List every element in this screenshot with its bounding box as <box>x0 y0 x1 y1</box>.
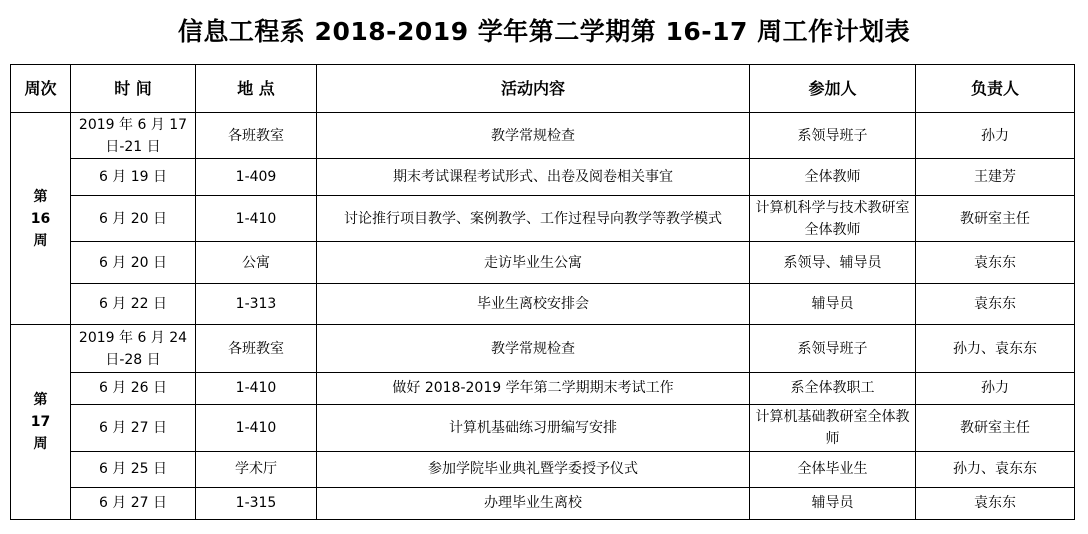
cell-participants: 全体教师 <box>750 159 916 196</box>
table-row <box>11 284 1075 325</box>
cell-owner: 教研室主任 <box>916 196 1075 242</box>
header-participants: 参加人 <box>750 65 916 113</box>
cell-time: 6 月 19 日 <box>71 159 196 196</box>
cell-content: 计算机基础练习册编写安排 <box>317 404 750 451</box>
cell-place: 学术厅 <box>196 451 317 487</box>
cell-time: 6 月 20 日 <box>71 242 196 284</box>
week-16-label <box>11 113 71 325</box>
table-row <box>11 325 1075 372</box>
cell-participants: 系全体教职工 <box>750 372 916 404</box>
cell-owner: 孙力 <box>916 372 1075 404</box>
cell-place: 1-409 <box>196 159 317 196</box>
cell-owner: 袁东东 <box>916 284 1075 325</box>
header-week <box>11 65 71 113</box>
cell-owner: 教研室主任 <box>916 404 1075 451</box>
cell-participants: 系领导、辅导员 <box>750 242 916 284</box>
cell-participants: 计算机科学与技术教研室全体教师 <box>750 196 916 242</box>
cell-content: 走访毕业生公寓 <box>317 242 750 284</box>
table-row <box>11 451 1075 487</box>
cell-content: 教学常规检查 <box>317 113 750 159</box>
cell-place: 1-410 <box>196 372 317 404</box>
page-title: 信息工程系 2018-2019 学年第二学期第 16-17 周工作计划表 <box>177 17 911 46</box>
cell-place: 1-313 <box>196 284 317 325</box>
cell-content: 做好 2018-2019 学年第二学期期末考试工作 <box>317 372 750 404</box>
header-row <box>11 65 1075 113</box>
cell-content: 毕业生离校安排会 <box>317 284 750 325</box>
table-row <box>11 372 1075 404</box>
cell-participants: 辅导员 <box>750 487 916 519</box>
cell-participants: 计算机基础教研室全体教师 <box>750 404 916 451</box>
cell-place: 1-410 <box>196 196 317 242</box>
cell-time: 6 月 26 日 <box>71 372 196 404</box>
cell-time: 6 月 25 日 <box>71 451 196 487</box>
week-label-suffix: 周 <box>33 232 48 249</box>
cell-time: 2019 年 6 月 24 日-28 日 <box>71 325 196 372</box>
header-place: 地 点 <box>196 65 317 113</box>
cell-participants: 系领导班子 <box>750 113 916 159</box>
cell-owner: 孙力、袁东东 <box>916 325 1075 372</box>
cell-place: 公寓 <box>196 242 317 284</box>
cell-participants: 全体毕业生 <box>750 451 916 487</box>
week-label-number: 17 <box>30 414 51 431</box>
cell-time: 6 月 20 日 <box>71 196 196 242</box>
cell-place: 1-315 <box>196 487 317 519</box>
cell-time: 2019 年 6 月 17 日-21 日 <box>71 113 196 159</box>
cell-owner: 袁东东 <box>916 242 1075 284</box>
table-row <box>11 196 1075 242</box>
cell-time: 6 月 27 日 <box>71 404 196 451</box>
cell-participants: 辅导员 <box>750 284 916 325</box>
cell-owner: 王建芳 <box>916 159 1075 196</box>
cell-owner: 孙力 <box>916 113 1075 159</box>
work-plan-table <box>10 64 1075 520</box>
cell-content: 办理毕业生离校 <box>317 487 750 519</box>
cell-content: 讨论推行项目教学、案例教学、工作过程导向教学等教学模式 <box>317 196 750 242</box>
week-label-prefix: 第 <box>33 392 48 409</box>
header-time: 时 间 <box>71 65 196 113</box>
cell-time: 6 月 27 日 <box>71 487 196 519</box>
header-content: 活动内容 <box>317 65 750 113</box>
cell-time: 6 月 22 日 <box>71 284 196 325</box>
table-row <box>11 113 1075 159</box>
week-label-prefix: 第 <box>33 188 48 205</box>
cell-content: 参加学院毕业典礼暨学委授予仪式 <box>317 451 750 487</box>
week-17-label <box>11 325 71 520</box>
cell-owner: 孙力、袁东东 <box>916 451 1075 487</box>
header-owner: 负责人 <box>916 65 1075 113</box>
week-label-number: 16 <box>30 210 51 227</box>
table-row <box>11 487 1075 519</box>
table-row <box>11 404 1075 451</box>
cell-place: 各班教室 <box>196 325 317 372</box>
cell-participants: 系领导班子 <box>750 325 916 372</box>
cell-owner: 袁东东 <box>916 487 1075 519</box>
cell-place: 1-410 <box>196 404 317 451</box>
table-row <box>11 159 1075 196</box>
week-label-suffix: 周 <box>33 436 48 453</box>
header-week-label: 周次 <box>24 78 57 98</box>
cell-content: 教学常规检查 <box>317 325 750 372</box>
table-row <box>11 242 1075 284</box>
cell-place: 各班教室 <box>196 113 317 159</box>
cell-content: 期末考试课程考试形式、出卷及阅卷相关事宜 <box>317 159 750 196</box>
